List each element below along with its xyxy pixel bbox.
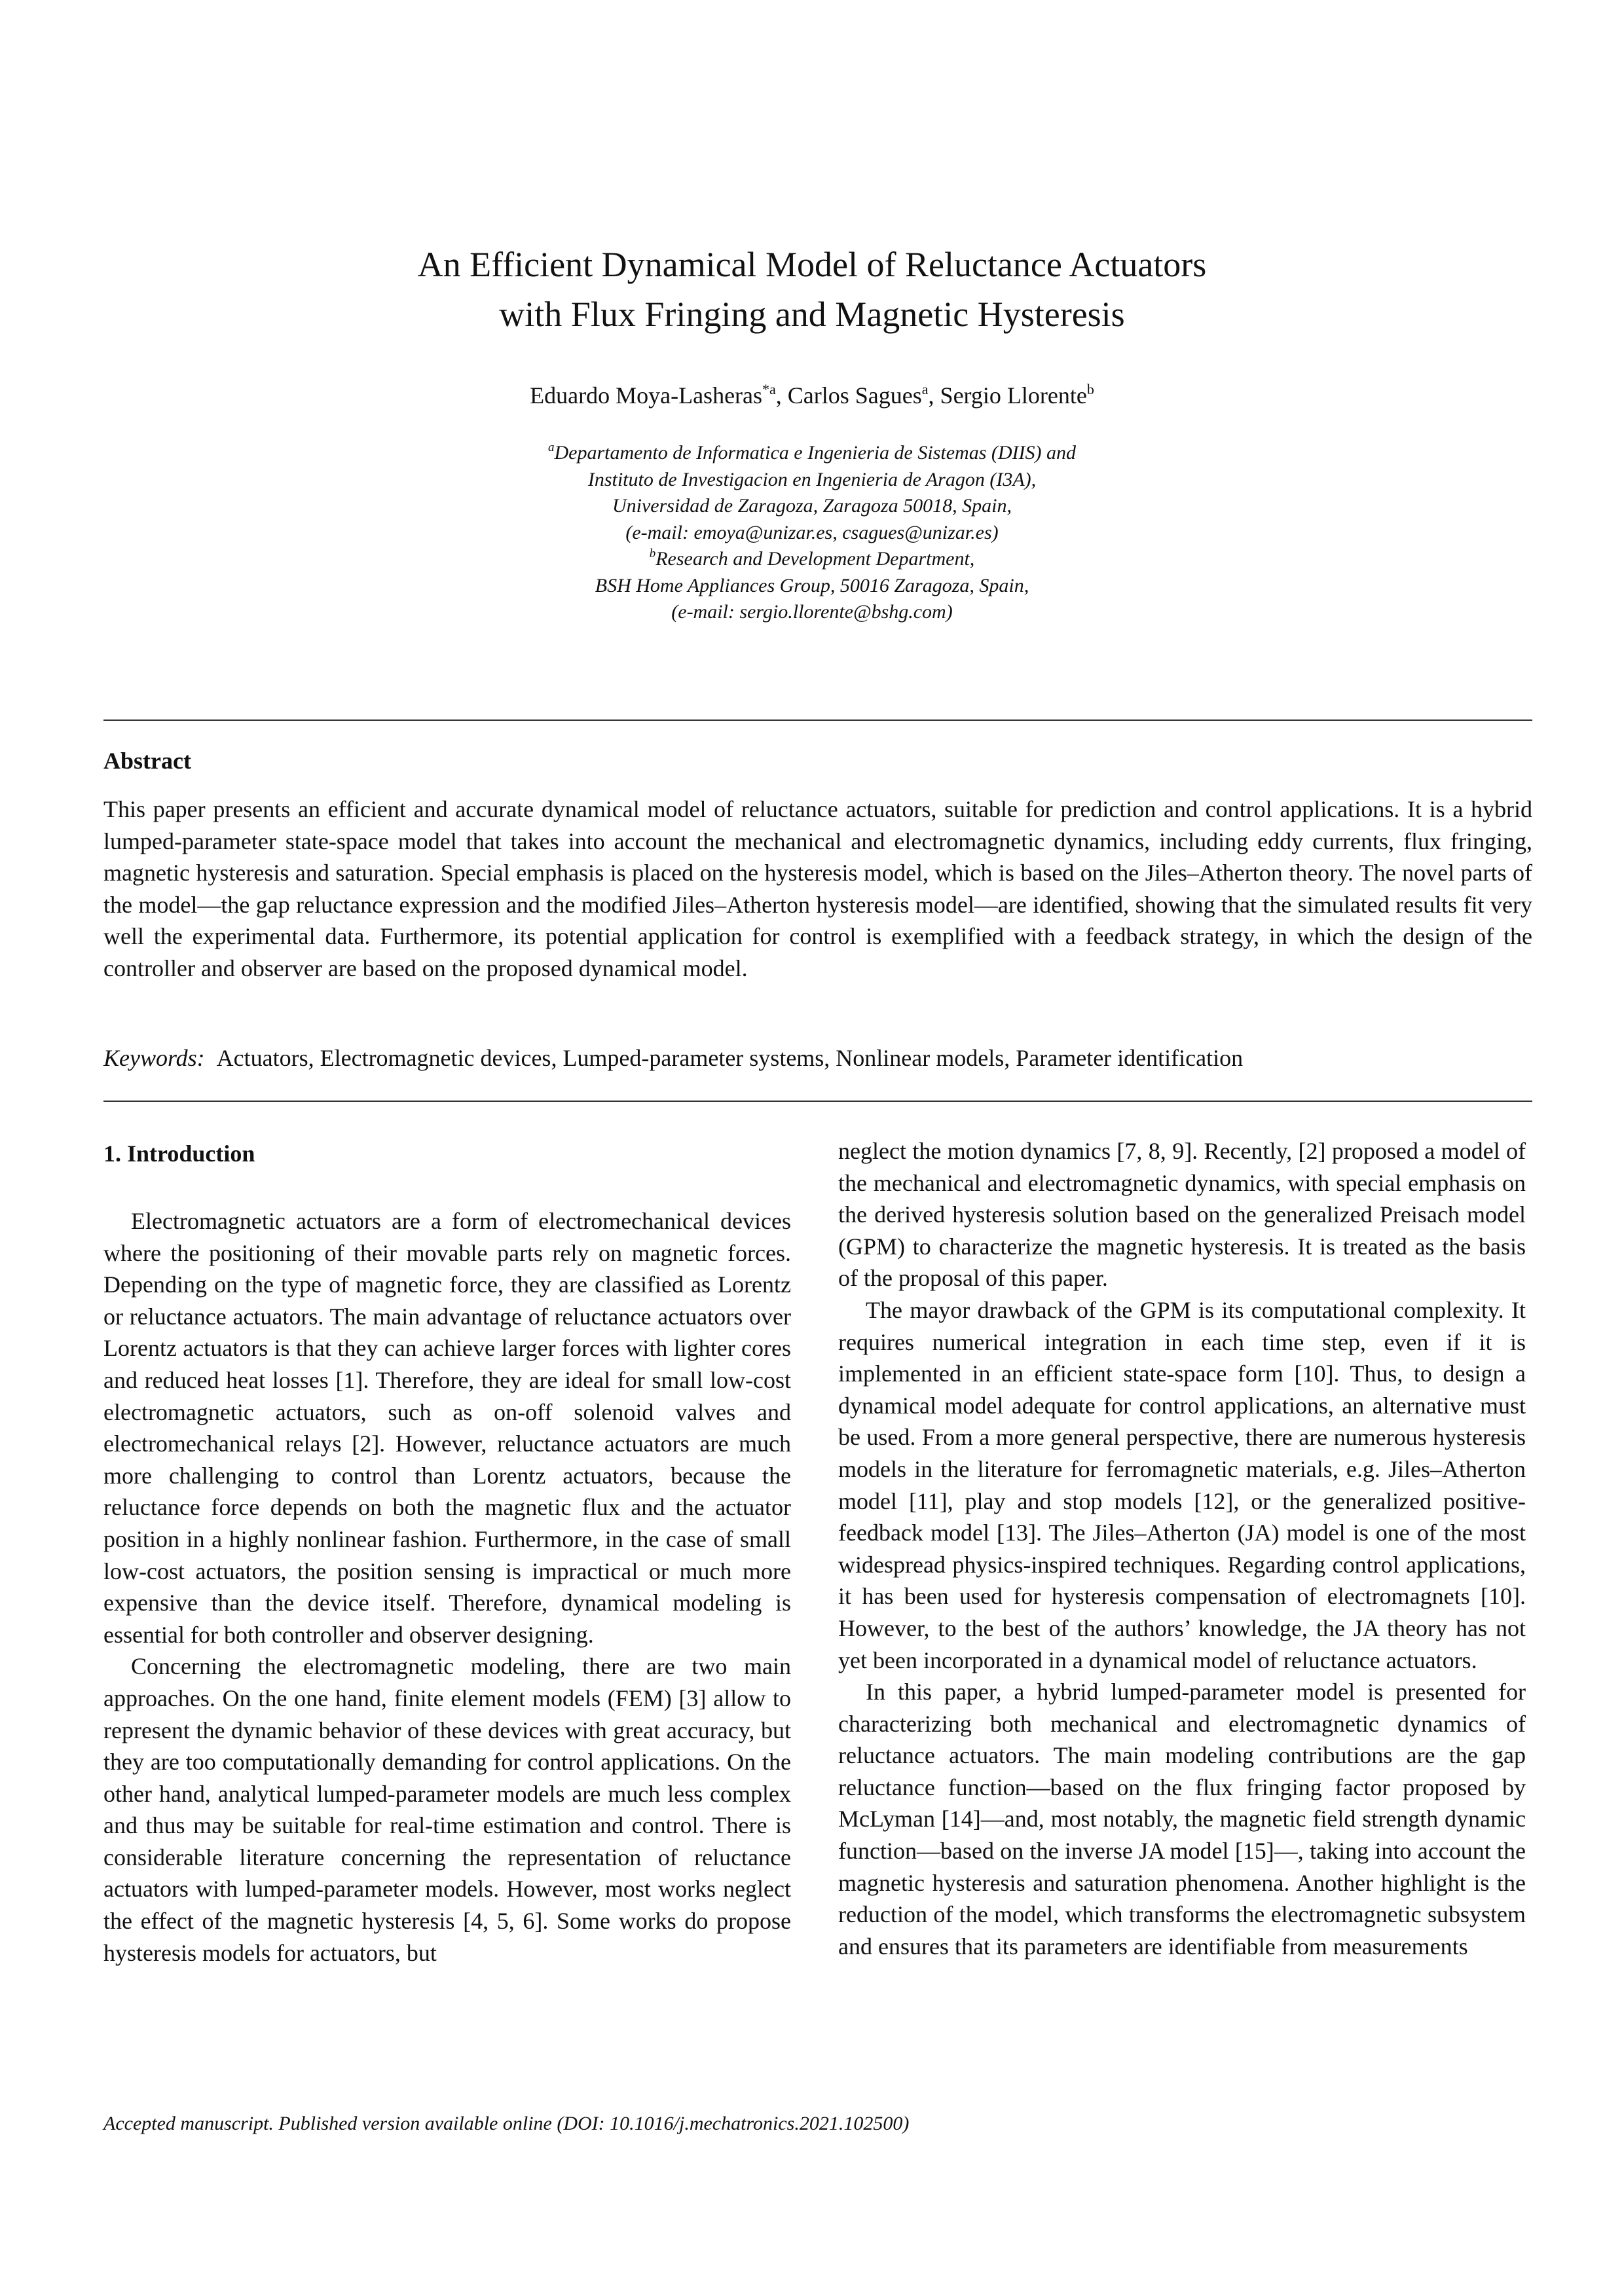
title-line-1: An Efficient Dynamical Model of Reluctance Actuators bbox=[417, 245, 1207, 284]
column-left bbox=[103, 1138, 791, 1969]
column-right bbox=[838, 1135, 1526, 1962]
keywords-text: Actuators, Electromagnetic devices, Lumped-parameter systems, Nonlinear models, Parameter identification bbox=[216, 1045, 1244, 1071]
paragraph: Concerning the electromagnetic modeling, there are two main approaches. On the one hand, finite element models (FEM) [3] allow to represent the dynamic behavior of these devices with great accuracy, but they are too computationally demanding for control applications. On the other hand, analytical lumped-parameter models are much less complex and thus may be suitable for real-time estimation and control. There is considerable literature concerning the representation of reluctance actuators with lumped-parameter models. However, most works neglect the effect of the magnetic hysteresis [4, 5, 6]. Some works do propose hysteresis models for actuators, but bbox=[103, 1653, 791, 1966]
author-affiliation-mark: a bbox=[921, 381, 929, 397]
keywords bbox=[103, 1044, 1532, 1072]
affiliation-a-line: Instituto de Investigacion en Ingenieria de Aragon (I3A), bbox=[587, 468, 1037, 490]
abstract-text: This paper presents an efficient and accurate dynamical model of reluctance actuators, suitable for prediction and control applications. It is a hybrid lumped-parameter state-space model that takes into account the mechanical and electromagnetic dynamics, including eddy currents, flux fringing, magnetic hysteresis and saturation. Special emphasis is placed on the hysteresis model, which is based on the Jiles–Atherton theory. The novel parts of the model—the gap reluctance expression and the modified Jiles–Atherton hysteresis model—are identified, showing that the simulated results fit very well the experimental data. Furthermore, its potential application for control is exemplified with a feedback strategy, in which the design of the controller and observer are based on the proposed dynamical model. bbox=[103, 796, 1532, 981]
author-affiliation-mark: b bbox=[1086, 381, 1094, 397]
author-list bbox=[0, 381, 1624, 410]
affiliation-b-line: BSH Home Appliances Group, 50016 Zaragoza, Spain, bbox=[595, 574, 1029, 596]
author-separator: , bbox=[928, 382, 940, 409]
author-name: Eduardo Moya-Lasheras bbox=[530, 382, 763, 409]
section-heading: 1. Introduction bbox=[103, 1140, 255, 1167]
divider-top bbox=[103, 720, 1532, 721]
author-name: Sergio Llorente bbox=[940, 382, 1087, 409]
affiliation-a-line: Universidad de Zaragoza, Zaragoza 50018, Spain, bbox=[612, 495, 1012, 517]
paragraph: Electromagnetic actuators are a form of electromechanical devices where the positioning of their movable parts rely on magnetic forces. Depending on the type of magnetic force, they are classified as Lorentz or reluctance actuators. The main advantage of reluctance actuators over Lorentz actuators is that they can achieve larger forces with lighter cores and reduced heat losses [1]. Therefore, they are ideal for small low-cost electromagnetic actuators, such as on-off solenoid valves and electromechanical relays [2]. However, reluctance actuators are much more challenging to control than Lorentz actuators, because the reluctance force depends on both the magnetic flux and the actuator position in a highly nonlinear fashion. Furthermore, in the case of small low-cost actuators, the position sensing is impractical or much more expensive than the device itself. Therefore, dynamical modeling is essential for both controller and observer designing. bbox=[103, 1208, 791, 1648]
keywords-label: Keywords: bbox=[103, 1045, 205, 1071]
affiliation-b-line bbox=[0, 546, 1624, 573]
affiliation-text: Research and Development Department, bbox=[655, 548, 975, 570]
affiliation-text: Departamento de Informatica e Ingenieria de Sistemas (DIIS) and bbox=[554, 442, 1076, 464]
abstract-heading: Abstract bbox=[103, 748, 191, 774]
affiliation-mark: b bbox=[649, 547, 656, 560]
affiliation-a-line bbox=[0, 440, 1624, 467]
paragraph: The mayor drawback of the GPM is its computational complexity. It requires numerical integration in each time step, even if it is implemented in an efficient state-space form [10]. Thus, to design a dynamical model adequate for control applications, an alternative must be used. From a more general perspective, there are numerous hysteresis models in the literature for ferromagnetic materials, e.g. Jiles–Atherton model [11], play and stop models [12], or the generalized positive-feedback model [13]. The Jiles–Atherton (JA) model is one of the most widespread physics-inspired techniques. Regarding control applications, it has been used for hysteresis compensation of electromagnets [10]. However, to the best of the authors’ knowledge, the JA theory has not yet been incorporated in a dynamical model of reluctance actuators. bbox=[838, 1296, 1526, 1673]
author-affiliation-mark: *a bbox=[762, 381, 776, 397]
author-separator: , bbox=[775, 382, 788, 409]
affiliation-b-email: (e-mail: sergio.llorente@bshg.com) bbox=[671, 601, 953, 623]
title-line-2: with Flux Fringing and Magnetic Hysteresis bbox=[499, 295, 1125, 334]
manuscript-footer: Accepted manuscript. Published version available online (DOI: 10.1016/j.mechatronics.2021.102500) bbox=[103, 2113, 910, 2134]
affiliation-a-email: (e-mail: emoya@unizar.es, csagues@unizar.es) bbox=[625, 521, 999, 543]
paragraph: In this paper, a hybrid lumped-parameter model is presented for characterizing both mechanical and electromagnetic dynamics of reluctance actuators. The main modeling contributions are the gap reluctance function—based on the flux fringing factor proposed by McLyman [14]—and, most notably, the magnetic field strength dynamic function—based on the inverse JA model [15]—, taking into account the magnetic hysteresis and saturation phenomena. Another highlight is the reduction of the model, which transforms the electromagnetic subsystem and ensures that its parameters are identifiable from measurements bbox=[838, 1679, 1526, 1959]
paper-title bbox=[0, 240, 1624, 339]
author-name: Carlos Sagues bbox=[787, 382, 922, 409]
paragraph: neglect the motion dynamics [7, 8, 9]. Recently, [2] proposed a model of the mechanical and electromagnetic dynamics, with special emphasis on the derived hysteresis solution based on the generalized Preisach model (GPM) to characterize the magnetic hysteresis. It is treated as the basis of the proposal of this paper. bbox=[838, 1138, 1526, 1292]
affiliations bbox=[0, 440, 1624, 626]
affiliation-mark: a bbox=[548, 441, 555, 454]
divider-bottom bbox=[103, 1101, 1532, 1102]
